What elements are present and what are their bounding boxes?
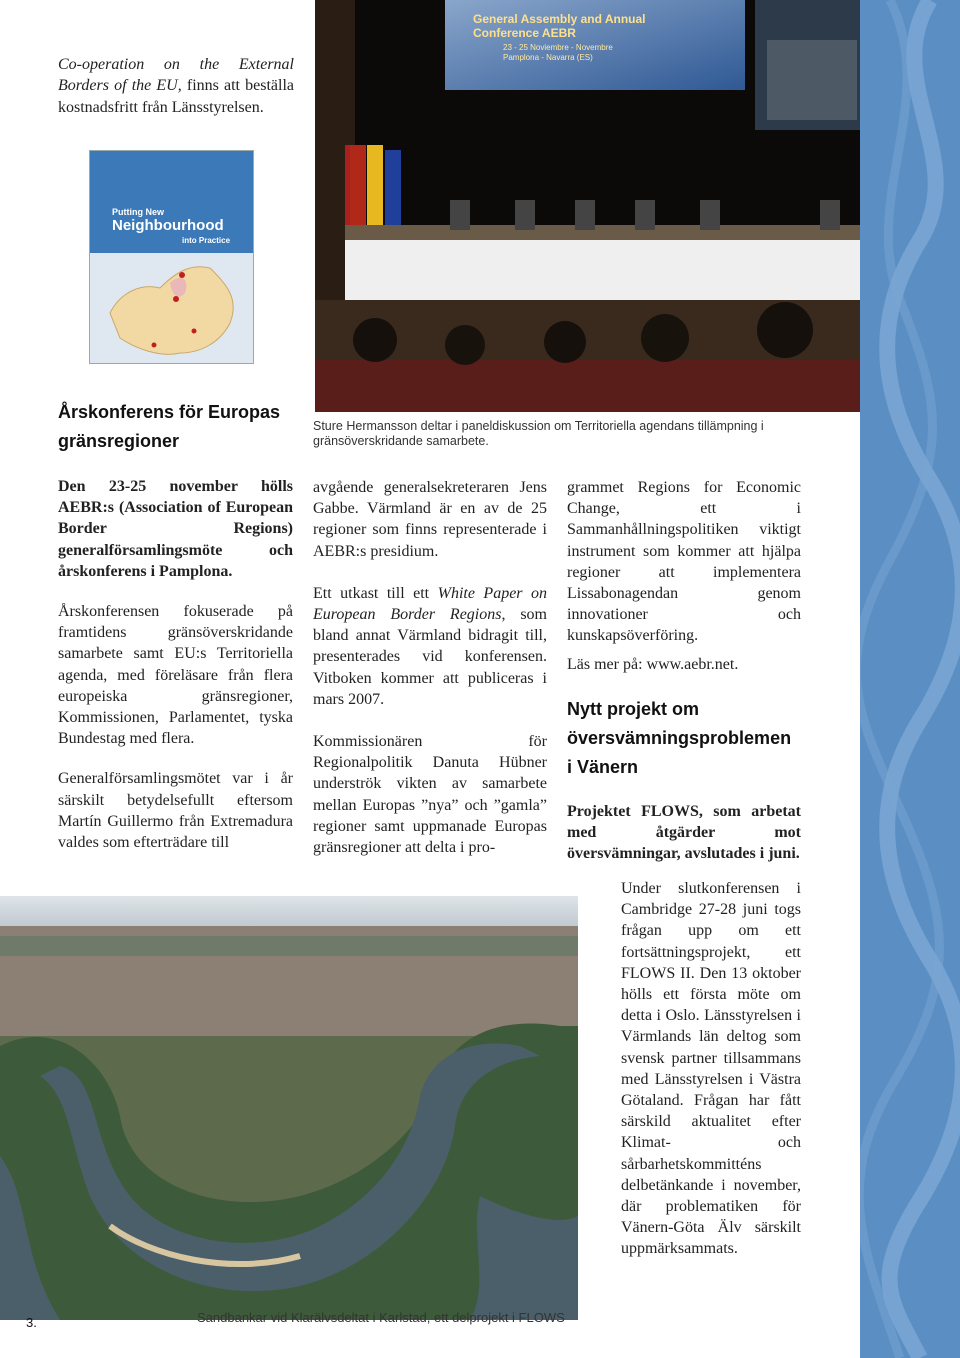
intro-rest: finns att beställa kostnadsfritt från Länsstyrelsen.: [58, 77, 295, 116]
article1-paragraph5: Kommissionären för Regionalpolitik Danuta Hübner underströk vikten av samarbete mellan Europas ”nya” och ”gamla” regioner samt uppmanade Europas gränsregioner att delta i pro-: [313, 733, 547, 857]
decorative-sidebar: [860, 0, 960, 1358]
p4-end: , som bland annat Värmland bidragit till, presenterades vid konferensen. Vitboken kommer att publiceras i mars 2007.: [313, 606, 547, 708]
article2-lead: Projektet FLOWS, som arbetat med åtgärder mot översvämningar, avslutades i juni.: [567, 803, 801, 863]
article1-column2: [313, 477, 547, 858]
white-paper-title: White Paper on European Border Regions: [313, 584, 548, 624]
article1-heading: Årskonferens för Europas gränsregioner: [58, 402, 281, 451]
conference-photo: [315, 0, 860, 412]
article2-heading: Nytt projekt om översvämningsproblemen i Vänern: [567, 699, 792, 777]
article1-read-more[interactable]: Läs mer på: www.aebr.net.: [567, 655, 739, 673]
screen-text-line4: Pamplona - Navarra (ES): [503, 53, 593, 62]
swirl-decoration-icon: [860, 0, 960, 1358]
screen-text-line1: General Assembly and Annual: [473, 12, 646, 26]
screen-text-line3: 23 - 25 Noviembre - Novembre: [503, 43, 613, 52]
article1-paragraph2: Generalförsamlingsmötet var i år särskilt betydelsefullt eftersom Martín Guillermo från Extremadura valdes som efterträdare till: [58, 770, 293, 852]
aerial-photo-image: [0, 896, 578, 1320]
article2-body: Under slutkonferensen i Cambridge 27-28 juni togs frågan upp om ett fortsättningsprojekt, ett FLOWS II. Den 13 oktober hölls ett första möte om detta i Oslo. Länsstyrelsen i Värmlands län deltog som svensk partner tillsammans med Länsstyrelsen i Västra Götaland. Frågan har fått särskild aktualitet efter Klimat- och sårbarhetskommitténs delbetänkande i november, där problematiken för Vänern-Göta Älv särskilt uppmärksammats.: [621, 880, 801, 1258]
article1-paragraph6: grammet Regions for Economic Change, ett i Sammanhållningspolitiken viktigt instrument som kommer att hjälpa regioner att implementera Lissabonagendan genom innovationer och kunskapsöverföring.: [567, 479, 801, 645]
book-title-line1: Putting New: [112, 207, 164, 217]
aerial-photo: [0, 896, 578, 1320]
europe-map-icon: [90, 253, 253, 363]
article1-lead: Den 23-25 november hölls AEBR:s (Association of European Border Regions) generalförsamlingsmöte och årskonferens i Pamplona.: [58, 478, 293, 580]
screen-text-line2: Conference AEBR: [473, 26, 576, 40]
article1-column1: [58, 476, 293, 853]
aerial-photo-caption: Sandbankar vid Klarälvsdeltat i Karlstad, ett delprojekt i FLOWS: [197, 1310, 565, 1325]
intro-italic-title: Co-operation on the External Borders of the EU,: [58, 56, 294, 95]
article1-paragraph4: [313, 583, 547, 710]
article1-column3: [567, 477, 801, 675]
book-title-line2: Neighbourhood: [112, 217, 224, 234]
book-title-line3: into Practice: [182, 236, 231, 245]
article1-paragraph1: Årskonferensen fokuserade på framtidens gränsöverskridande samarbete samt EU:s Territoriella agenda, med föreläsare från flera europeiska gränsregioner, Kommissionen, Parlamentet, tyska Bundestag med flera.: [58, 603, 293, 748]
conference-photo-caption: Sture Hermansson deltar i paneldiskussion om Territoriella agendans tillämpning i gränsöverskridande samarbete.: [313, 419, 764, 448]
intro-text: [58, 54, 294, 118]
p4-start: Ett utkast till ett: [313, 584, 438, 602]
article1-paragraph3: avgående generalsekreteraren Jens Gabbe. Värmland är en av de 25 regioner som finns representerade i AEBR:s presidium.: [313, 479, 547, 560]
page-number: 3.: [26, 1315, 37, 1330]
book-cover: [89, 150, 254, 364]
